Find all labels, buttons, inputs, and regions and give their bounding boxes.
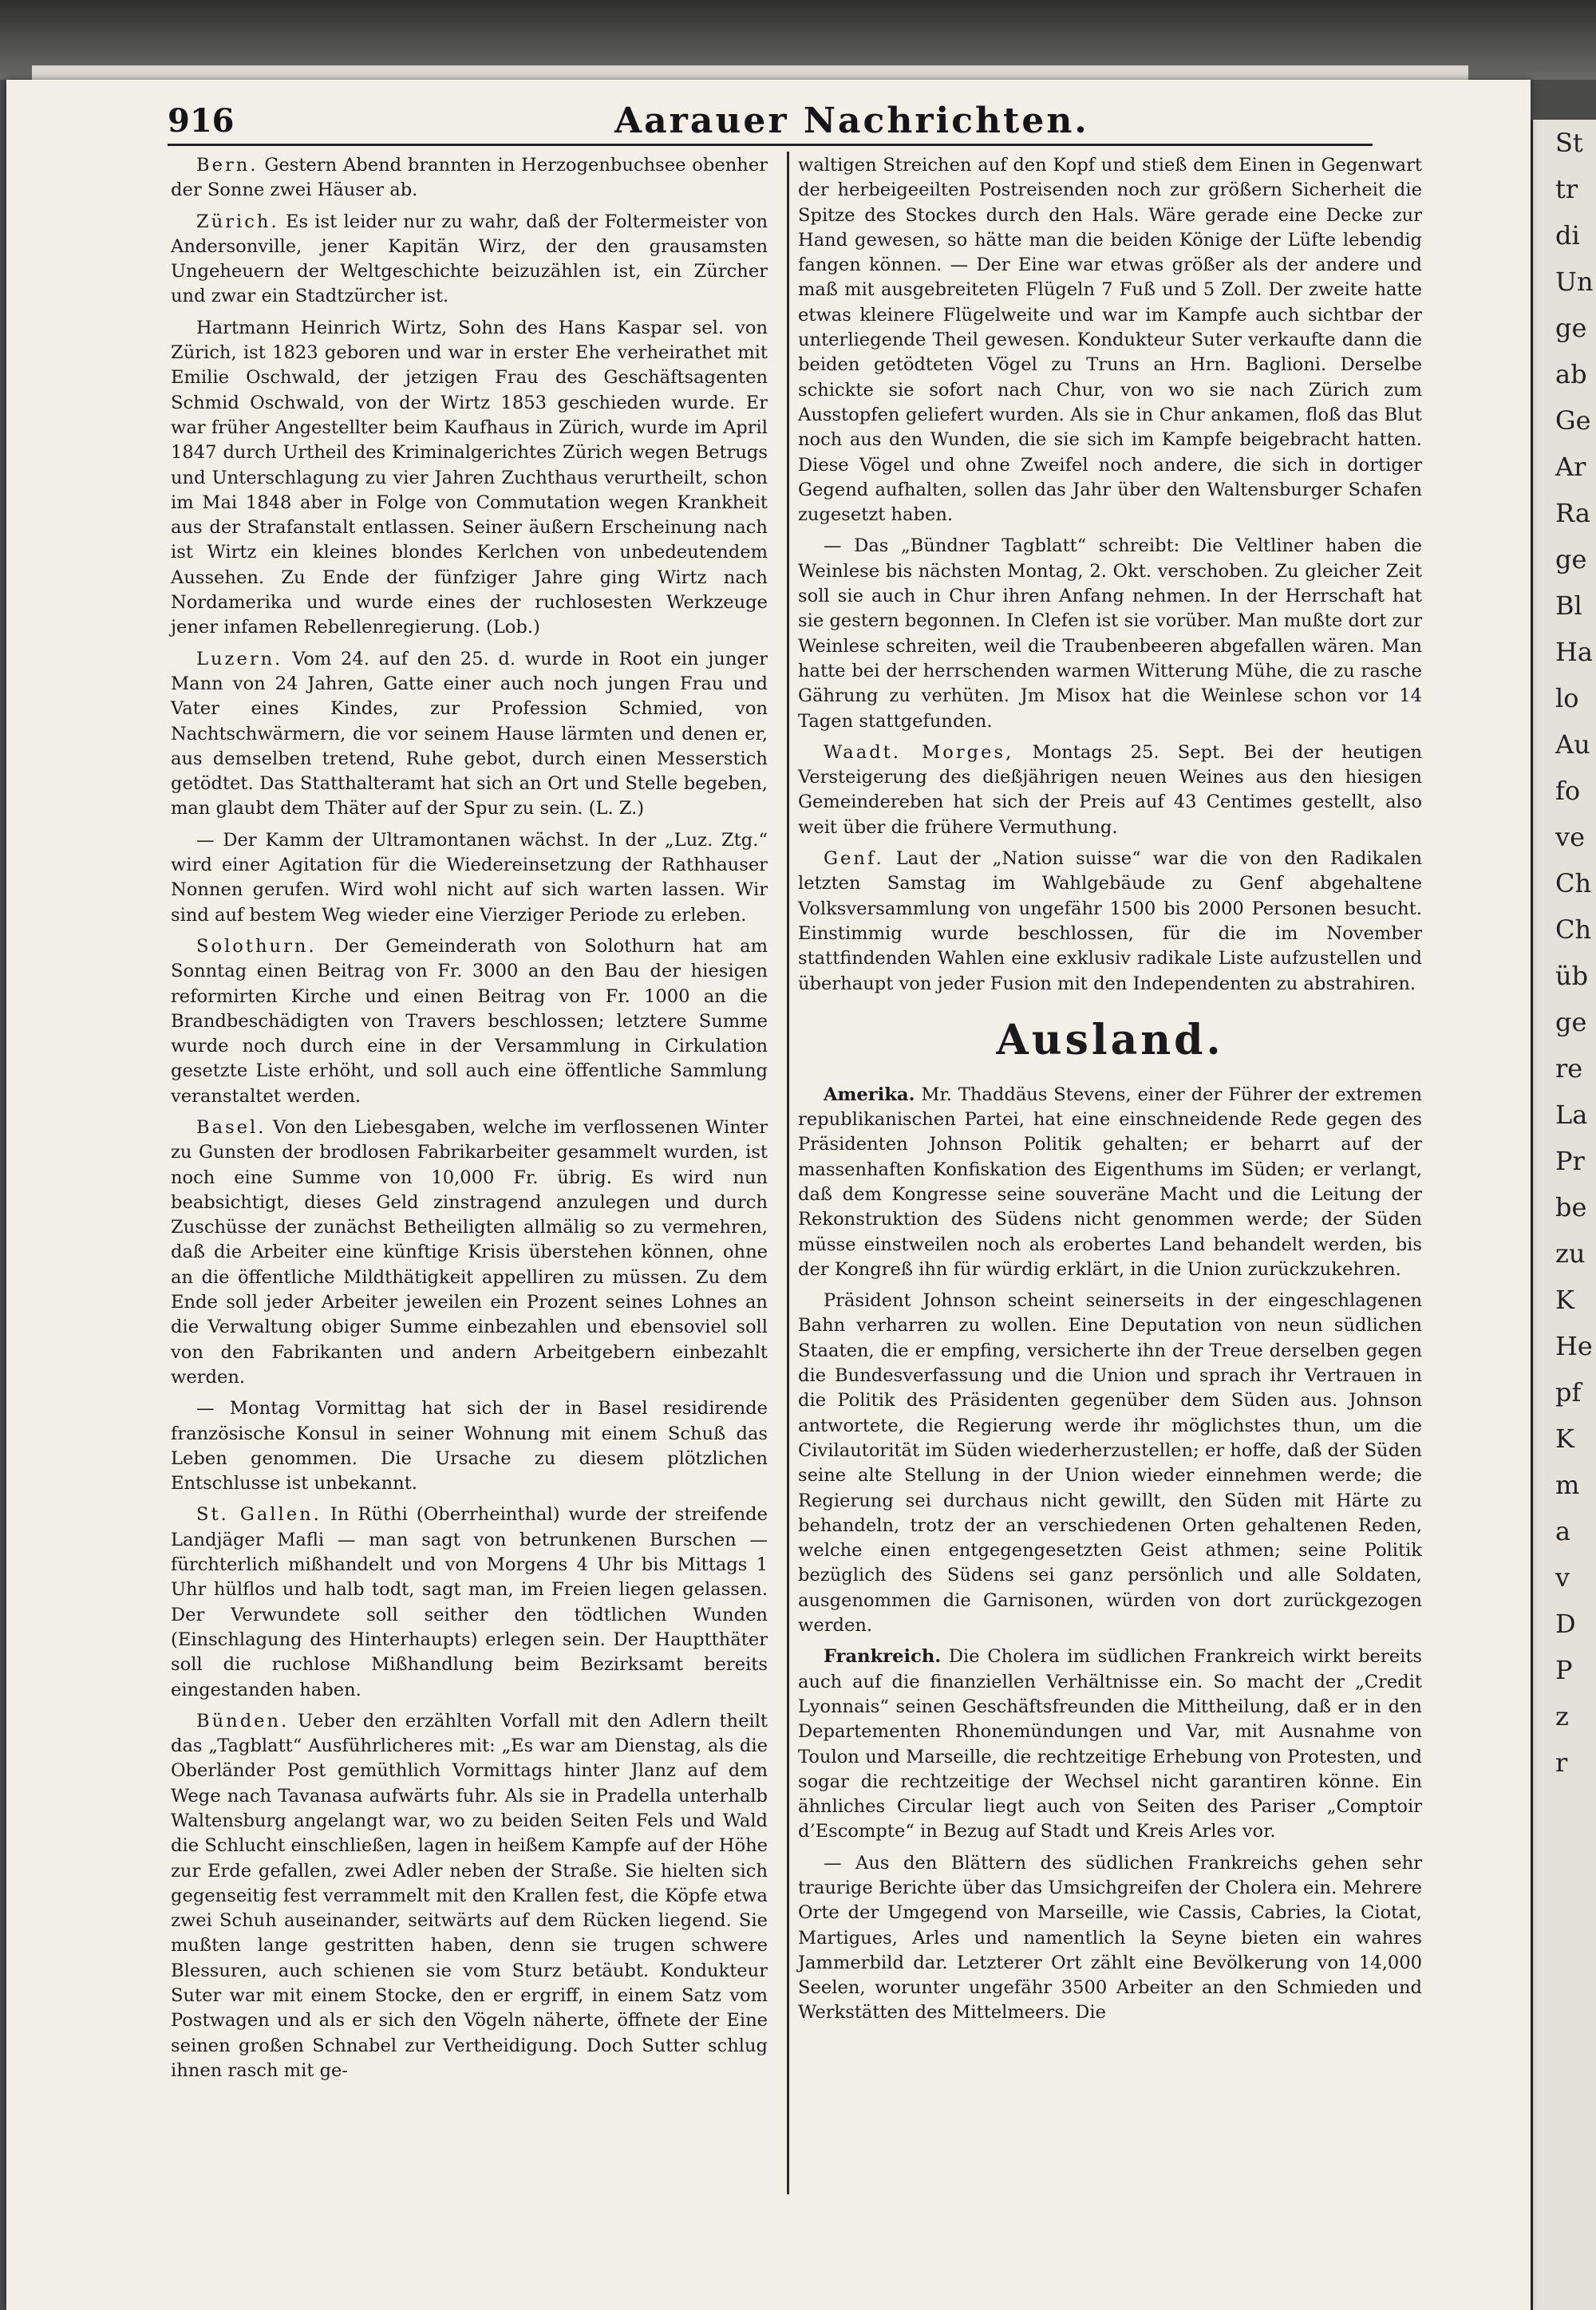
article-paragraph xyxy=(798,1289,1422,1638)
section-title-ausland: Ausland. xyxy=(996,1015,1224,1064)
foreign-news xyxy=(798,1083,1422,2026)
article-paragraph xyxy=(171,828,768,928)
adjacent-page-text: m xyxy=(1555,1470,1580,1500)
adjacent-page-text: ab xyxy=(1555,359,1587,389)
article-paragraph xyxy=(798,740,1422,840)
adjacent-page-text: Ha xyxy=(1555,637,1593,667)
adjacent-page-text: He xyxy=(1555,1331,1593,1361)
adjacent-page-text: D xyxy=(1555,1609,1576,1639)
article-paragraph xyxy=(798,847,1422,997)
article-paragraph xyxy=(798,1851,1422,2026)
scanner-background-top xyxy=(0,0,1596,80)
article-paragraph xyxy=(798,1083,1422,1282)
article-text: Montags 25. Sept. Bei der heutigen Versteigerung des dießjährigen neuen Weines aus den hiesigen Gemeindereben hat sich der Preis auf 43 Centimes gestellt, also weit über die frühere Vermuthung. xyxy=(798,741,1422,838)
article-paragraph xyxy=(171,1396,768,1496)
adjacent-page-text: tr xyxy=(1555,174,1578,204)
adjacent-page-text: Pr xyxy=(1555,1146,1585,1176)
article-text: waltigen Streichen auf den Kopf und stieß dem Einen in Gegenwart der herbeigeeilten Postreisenden noch zur größern Sicherheit die Spitze des Stockes durch den Hals. Wäre gerade eine Decke zur Hand gewesen, so hätte man die beiden Könige der Lüfte lebendig fangen können. — Der Eine war etwas größer als der andere und maß mit ausgebreiteten Flügeln 7 Fuß und 5 Zoll. Der zweite hatte etwas kleinere Flügelweite und war im Kampfe auch sichtbar der unterliegende Theil gewesen. Kondukteur Suter verkaufte dann die beiden getödteten Vögel zu Truns an Hrn. Baglioni. Derselbe schickte sie sofort nach Chur, von wo sie nach Zürich zum Ausstopfen geliefert wurden. Als sie in Chur ankamen, floß das Blut noch aus den Wunden, die sie sich im Kampfe beigebracht hatten. Diese Vögel und ohne Zweifel noch andere, die sich in dortiger Gegend aufhalten, sollen das Jahr über den Waltensburger Schafen zugesetzt haben. xyxy=(798,155,1422,526)
dateline-place: St. Gallen. xyxy=(196,1504,322,1526)
adjacent-page-text: K xyxy=(1555,1424,1574,1454)
article-paragraph xyxy=(171,934,768,1109)
page-header xyxy=(168,102,1373,142)
dateline-place: Solothurn. xyxy=(196,935,317,957)
article-paragraph xyxy=(798,534,1422,733)
adjacent-page-text: ge xyxy=(1555,544,1587,575)
article-text: Es ist leider nur zu wahr, daß der Foltermeister von Andersonville, jener Kapitän Wirz, der den grausamsten Ungeheuern der Weltgeschichte beizuzählen ist, ein Zürcher und zwar ein Stadtzürcher ist. xyxy=(171,211,768,307)
article-text: Gestern Abend brannten in Herzogenbuchsee obenher der Sonne zwei Häuser ab. xyxy=(171,155,768,201)
dateline-place: Zürich. xyxy=(196,211,279,232)
dateline-place: Bünden. xyxy=(196,1710,290,1732)
article-text: Hartmann Heinrich Wirtz, Sohn des Hans Kaspar sel. von Zürich, ist 1823 geboren und war in erster Ehe verheirathet mit Emilie Oschwald, der jetzigen Frau des Geschäftsagenten Schmid Oschwald, von der Wirtz 1853 geschieden wurde. Er war früher Angestellter beim Kaufhaus in Zürich, wurde im April 1847 durch Urtheil des Kriminalgerichtes Zürich wegen Betrugs und Unterschlagung zu vier Jahren Zuchthaus verurtheilt, schon im Mai 1848 aber in Folge von Commutation wegen Krankheit aus der Strafanstalt entlassen. Seiner äußern Erscheinung nach ist Wirtz ein kleines blondes Kerlchen von unbedeutendem Aussehen. Zu Ende der fünfziger Jahre ging Wirtz nach Nordamerika und wurde eines der ruchlosesten Werkzeuge jener infamen Rebellenregierung. (Lob.) xyxy=(171,317,768,638)
adjacent-page-text: lo xyxy=(1555,683,1579,713)
dateline-country: Amerika. xyxy=(824,1084,915,1105)
article-paragraph xyxy=(798,1645,1422,1844)
adjacent-page-text: ge xyxy=(1555,313,1587,343)
dateline-place: Basel. xyxy=(196,1116,267,1138)
adjacent-page-text: Ch xyxy=(1555,914,1592,945)
adjacent-page-text: P xyxy=(1555,1655,1573,1685)
adjacent-page-text: ge xyxy=(1555,1007,1587,1037)
adjacent-page-text: a xyxy=(1555,1516,1571,1546)
adjacent-page-text: fo xyxy=(1555,776,1581,806)
article-paragraph xyxy=(171,210,768,310)
article-paragraph xyxy=(171,1116,768,1390)
adjacent-page-text: Ge xyxy=(1555,405,1591,436)
previous-page-edge xyxy=(32,65,1468,80)
left-column xyxy=(171,153,768,2083)
right-column xyxy=(798,153,1422,2026)
masthead-title: Aarauer Nachrichten. xyxy=(614,101,1089,141)
adjacent-page-text: Un xyxy=(1555,267,1594,297)
article-text: — Aus den Blättern des südlichen Frankreichs gehen sehr traurige Berichte über das Umsichgreifen der Cholera ein. Mehrere Orte der Umgegend von Marseille, wie Cassis, Cabries, la Ciotat, Martigues, Arles und namentlich la Seyne bieten ein wahres Jammerbild dar. Letzterer Ort zählt eine Bevölkerung von 14,000 Seelen, worunter ungefähr 3500 Arbeiter an den Schmieden und Werkstätten des Mittelmeers. Die xyxy=(798,1852,1422,2024)
adjacent-page-text: be xyxy=(1555,1192,1587,1222)
article-paragraph xyxy=(171,1502,768,1702)
adjacent-page-text: di xyxy=(1555,220,1580,251)
article-text: Von den Liebesgaben, welche im verflossenen Winter zu Gunsten der brodlosen Fabrikarbeiter gesammelt wurden, ist noch eine Summe von 10,000 Fr. übrig. Es wird nun beabsichtigt, dieses Geld zinstragend anzulegen und durch Zuschüsse der zunächst Betheiligten allmälig so zu vermehren, daß die Arbeiter eine künftige Krisis überstehen können, ohne an die öffentliche Mildthätigkeit appelliren zu müssen. Zu dem Ende soll jeder Arbeiter jeweilen ein Prozent seines Lohnes an die Verwaltung obiger Summe einbezahlen und ebensoviel soll von den Fabrikanten und andern Arbeitgebern einbezahlt werden. xyxy=(171,1116,768,1388)
article-paragraph xyxy=(798,153,1422,527)
adjacent-page-text: re xyxy=(1555,1053,1583,1084)
adjacent-page-text: r xyxy=(1555,1747,1568,1778)
adjacent-page-text: z xyxy=(1555,1701,1569,1732)
article-text: — Der Kamm der Ultramontanen wächst. In der „Luz. Ztg.“ wird einer Agitation für die Wiedereinsetzung der Rathhauser Nonnen gerufen. Wird wohl nicht auf sich warten lassen. Wir sind auf bestem Weg wieder eine Vierziger Periode zu erleben. xyxy=(171,829,768,926)
column-divider xyxy=(787,152,789,2194)
adjacent-page-text: K xyxy=(1555,1285,1574,1315)
adjacent-page-text: ve xyxy=(1555,822,1586,852)
domestic-news-continued xyxy=(798,153,1422,997)
article-text: Ueber den erzählten Vorfall mit den Adlern theilt das „Tagblatt“ Ausführlicheres mit: „Es war am Dienstag, als die Oberländer Post gemüthlich Vormittags hinter Jlanz auf dem Wege nach Tavanasa aufwärts fuhr. Als sie in Pradella unterhalb Waltensburg angelangt war, wo zu beiden Seiten Fels und Wald die Schlucht einschließen, lagen in heißem Kampfe auf der Höhe zur Erde gefallen, zwei Adler neben der Straße. Sie hielten sich gegenseitig fest verrammelt mit den Krallen fest, die Köpfe etwa zwei Schuh auseinander, seitwärts auf dem Rücken liegend. Sie mußten lange gestritten haben, denn sie trugen schwere Blessuren, auch schienen sie vom Sturz betäubt. Kondukteur Suter war mit einem Stocke, den er ergriff, in einem Satz vom Postwagen und als er sich den Vögeln näherte, öffnete der Eine seinen großen Schnabel zur Vertheidigung. Doch Sutter schlug ihnen rasch mit ge- xyxy=(171,1710,768,2081)
dateline-country: Frankreich. xyxy=(824,1646,942,1668)
adjacent-page-text: Ch xyxy=(1555,868,1592,898)
adjacent-page-text: Au xyxy=(1555,729,1590,760)
adjacent-page-text: Bl xyxy=(1555,590,1582,621)
article-text: Die Cholera im südlichen Frankreich wirkt bereits auch auf die finanziellen Verhältnisse ein. So macht der „Credit Lyonnais“ seinen Geschäftsfreunden die Mittheilung, daß er in den Departementen Rhonemündungen und Var, mit Ausnahme von Toulon und Marseille, die rechtzeitige Erhebung von Protesten, und sogar die rechtzeitige der Wechsel nicht garantiren könne. Ein ähnliches Circular liegt auch von Seiten des Pariser „Comptoir d’Escompte“ in Bezug auf Stadt und Kreis Arles vor. xyxy=(798,1646,1422,1842)
dateline-place: Luzern. xyxy=(196,648,283,669)
adjacent-page-fragment xyxy=(1531,120,1596,2310)
article-paragraph xyxy=(171,647,768,822)
adjacent-page-text: Ar xyxy=(1555,452,1586,482)
article-paragraph xyxy=(171,316,768,641)
article-paragraph xyxy=(171,153,768,203)
adjacent-page-text: Ra xyxy=(1555,498,1590,528)
article-text: — Montag Vormittag hat sich der in Basel residirende französische Konsul in seiner Wohnung mit einem Schuß das Leben genommen. Die Ursache zu diesem plötzlichen Entschlusse ist unbekannt. xyxy=(171,1398,768,1495)
article-text: Der Gemeinderath von Solothurn hat am Sonntag einen Beitrag von Fr. 3000 an den Bau der hiesigen reformirten Kirche und einen Beitrag von Fr. 1000 an die Brandbeschädigten von Travers beschlossen; letztere Summe wurde noch durch eine in der Versammlung in Cirkulation gesetzte Liste erhöht, und soll auch eine öffentliche Sammlung veranstaltet werden. xyxy=(171,935,768,1107)
article-text: Präsident Johnson scheint seinerseits in der eingeschlagenen Bahn verharren zu wollen. Eine Deputation von neun südlichen Staaten, die er empfing, versicherte ihn der Treue derselben gegen die Bundesverfassung und die Union und sprach ihr Vertrauen in die Politik des Präsidenten gegenüber dem Süden aus. Johnson antwortete, die Regierung werde ihr möglichstes thun, um die Civilautorität im Süden wiederherzustellen; er hoffe, daß der Süden seine alte Stellung in der Union wieder einnehmen werde; die Regierung sei durchaus nicht gewillt, den Süden mit Härte zu behandeln, trotz der an verschiedenen Orten gehaltenen Reden, welche einen entgegengesetzten Geist athmen; seine Politik bezüglich des Südens sei ganz persönlich und alle Soldaten, ausgenommen die Garnisonen, würden von dort zurückgezogen werden. xyxy=(798,1290,1422,1637)
article-text: Mr. Thaddäus Stevens, einer der Führer der extremen republikanischen Partei, hat eine einschneidende Rede gegen des Präsidenten Johnson Politik gehalten; er beharrt auf der massenhaften Konfiskation des Eigenthums im Süden; er verlangt, daß dem Kongresse seine souveräne Macht und die Leitung der Rekonstruktion des Südens nicht genommen werde; der Süden müsse einstweilen noch als erobertes Land behandelt werden, bis der Kongreß ihn für würdig erklärt, in die Union zurückzukehren. xyxy=(798,1084,1422,1280)
dateline-place: Genf. xyxy=(824,848,884,870)
article-text: — Das „Bündner Tagblatt“ schreibt: Die Veltliner haben die Weinlese bis nächsten Montag, 2. Okt. verschoben. Zu gleicher Zeit soll sie auch in Chur ihren Anfang nehmen. In der Herrschaft hat sie gestern begonnen. In Clefen ist sie vorüber. Man mußte dort zur Weinlese schreiten, weil die Traubenbeeren abgefallen wären. Man hatte bei der herrschenden warmen Witterung Mühe, die zu rasche Gährung zu verhüten. Jm Misox hat die Weinlese schon vor 14 Tagen stattgefunden. xyxy=(798,535,1422,732)
dateline-place: Waadt. Morges, xyxy=(824,741,1014,763)
page-number: 916 xyxy=(168,102,235,140)
article-text: Vom 24. auf den 25. d. wurde in Root ein junger Mann von 24 Jahren, Gatte einer auch noch jungen Frau und Vater eines Kindes, zur Profession Schmied, von Nachtschwärmern, die vor seinem Hause lärmten und denen er, aus demselben tretend, Ruhe gebot, durch einen Messerstich getödtet. Das Statthalteramt hat sich an Ort und Stelle begeben, man glaubt dem Thäter auf der Spur zu sein. (L. Z.) xyxy=(171,648,768,819)
article-paragraph xyxy=(171,1709,768,2083)
adjacent-page-text: La xyxy=(1555,1100,1588,1130)
adjacent-page-text: üb xyxy=(1555,961,1589,991)
article-text: In Rüthi (Oberrheinthal) wurde der streifende Landjäger Mafli — man sagt von betrunkenen Burschen — fürchterlich mißhandelt und von Morgens 4 Uhr bis Mittags 1 Uhr hülflos und halb todt, sagt man, im Freien liegen gelassen. Der Verwundete soll seither den tödtlichen Wunden (Einschlagung des Hinterhaupts) erlegen sein. Der Hauptthäter soll die ruchlose Mißhandlung beim Bezirksamt bereits eingestanden haben. xyxy=(171,1504,768,1700)
adjacent-page-text: v xyxy=(1555,1562,1570,1593)
adjacent-page-text: zu xyxy=(1555,1238,1586,1269)
adjacent-page-text: pf xyxy=(1555,1377,1582,1408)
dateline-place: Bern. xyxy=(196,155,259,176)
adjacent-page-text: St xyxy=(1555,128,1583,158)
header-rule xyxy=(168,144,1373,146)
article-text: Laut der „Nation suisse“ war die von den Radikalen letzten Samstag im Wahlgebäude zu Genf abgehaltene Volksversammlung von ungefähr 1500 bis 2000 Personen besucht. Einstimmig wurde beschlossen, für die im November stattfindenden Wahlen eine exklusiv radikale Liste aufzustellen und überhaupt von jeder Fusion mit den Independenten zu abstrahiren. xyxy=(798,848,1422,994)
